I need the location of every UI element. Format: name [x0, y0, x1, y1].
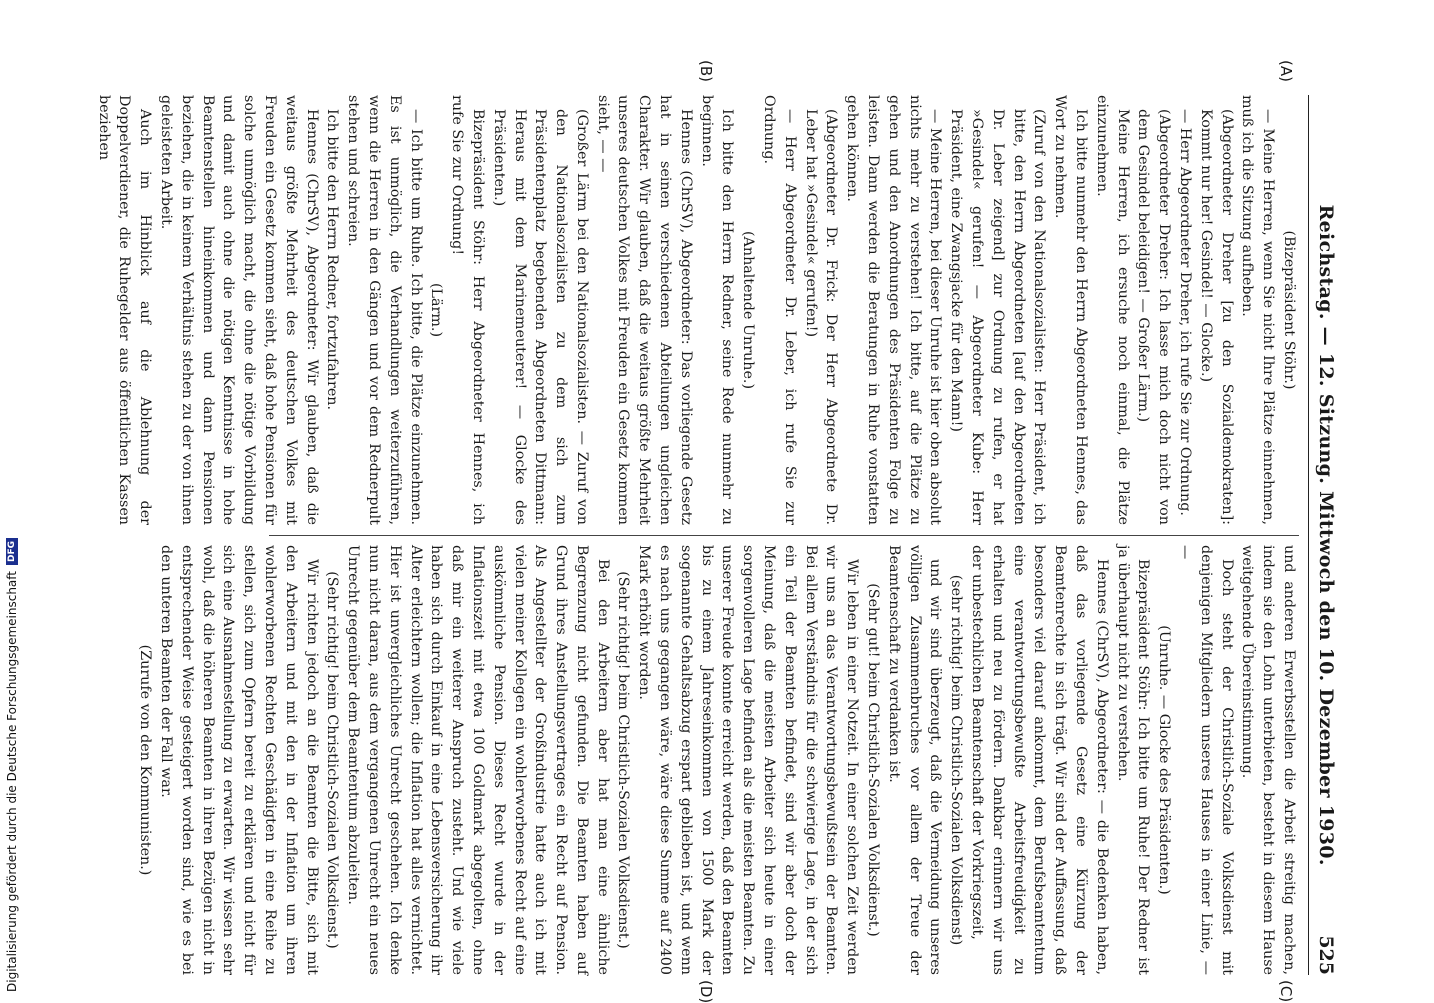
left-column [95, 95, 1299, 525]
paragraph: (Abgeordneter Dreher: Ich lasse mich doch nicht von dem Gesindel beleidigen! — Großer Lärm.) [1135, 109, 1173, 525]
paragraph: Meine Herren, ich ersuche noch einmal, die Plätze einzunehmen. [1093, 95, 1131, 525]
margin-letter-d: (D) [697, 980, 715, 1003]
margin-letter-a: (A) [1277, 60, 1295, 82]
paragraph: Hennes (ChrSV), Abgeordneter: Das vorliegende Gesetz hat in seinen verschiedenen Abteilungen ungleichen Charakter. Wir glauben, daß die weitaus größte Mehrheit unseres deutschen Volkes mit Freuden ein Gesetz kommen sieht, — — [594, 95, 694, 525]
paragraph: Bizepräsident Stöhr: Ich bitte um Ruhe! Der Redner ist ja überhaupt nicht zu verstehen. [1114, 545, 1152, 975]
paragraph: Ich bitte nunmehr den Herrn Abgeordneten Hennes, das Wort zu nehmen. [1052, 95, 1090, 525]
paragraph: und wir sind überzeugt, daß die Vermeidung unseres völligen Zusammenbruches vor allem der Treue der Beamtenschaft zu verdanken ist. [885, 545, 944, 975]
paragraph: (Abgeordneter Dr. Frick: Der Herr Abgeordnete Dr. Leber hat »Gesindel« gerufen!) [802, 109, 840, 525]
paragraph: — Herr Abgeordneter Dr. Leber, ich rufe Sie zur Ordnung. [761, 95, 798, 525]
paragraph: Wir richten jedoch an die Beamten die Bitte, sich mit den Arbeitern und mit den in der Inflation um ihren wohlerworbenen Rechten Geschädigten in eine Reihe zu stellen, sich zum Opfern bereit zu erklären und nicht für sich eine Ausnahmestellung zu erwarten. Wir wissen sehr wohl, daß die höheren Beamten in ihren Bezügen nicht in entsprechender Weise gesteigert worden sind, wie es bei den unteren Beamten der Fall war. [157, 545, 320, 975]
paragraph: (Zurufe von den Kommunisten.) [137, 644, 154, 876]
paragraph: — Meine Herren, bei dieser Unruhe ist hier oben absolut nichts mehr zu verstehen! Ich bitte, auf die Plätze zu gehen und den Anordnungen des Präsidenten Folge zu leisten. Dann werden die Beratungen in Ruhe vonstatten gehen können. [844, 95, 944, 525]
header-title: Reichstag. — 12. Sitzung. Mittwoch den 10. Dezember 1930. [1315, 204, 1337, 866]
paragraph: (Lärm.) [428, 282, 445, 338]
paragraph: (Abgeordneter Dreher [zu den Sozialdemokraten]: Kommt nur her! Gesindel! — Glocke.) [1197, 109, 1235, 525]
digitization-credit: Digitalisierung gefördert durch die Deutsche Forschungsgemeinschaft [5, 570, 19, 992]
paragraph: (Sehr richtig! beim Christlich-Sozialen Volksdienst.) [324, 571, 341, 949]
paragraph: Bizepräsident Stöhr: Herr Abgeordneter Hennes, ich rufe Sie zur Ordnung! [449, 95, 486, 525]
rotated-page [25, 0, 1355, 1003]
paragraph: Wir leben in einer Notzeit. In einer solchen Zeit werden wir uns an das Verantwortungsbewußtsein der Beamten. Bei allem Verständnis für die schwierige Lage, in der sich ein Teil der Beamten befindet, sind wir aber doch der Meinung, daß die meisten Arbeiter sich heute in einer sorgenvolleren Lage befinden als die meisten Beamten. Zu unserer Freude konnte erreicht werden, daß den Beamten bis zu einem Jahreseinkommen von 1500 Mark der sogenannte Gehaltsabzug erspart geblieben ist, und wenn es nach uns gegangen wäre, wäre diese Summe auf 2400 Mark erhöht worden. [636, 545, 861, 975]
paragraph: (Großer Lärm bei den Nationalsozialisten. — Zuruf von den Nationalsozialisten zu dem sich zum Präsidentenplatz begebenden Abgeordneten Dittmann: Heraus mit dem Marinemeuterer! — Glocke des Präsidenten.) [490, 109, 590, 525]
right-column [137, 545, 1299, 975]
paragraph: Auch im Hinblick auf die Ablehnung der Doppelverdiener, die Ruhegelder aus öffentlichen Kassen beziehen [95, 95, 154, 525]
paragraph: (sehr richtig! beim Christlich-Sozialen Volksdienst) [948, 574, 965, 946]
paragraph: und anderen Erwerbsstellen die Arbeit streitig machen, indem sie den Lohn unterbieten, besteht in diesem Hause weitgehende Übereinstimmung. [1239, 545, 1297, 975]
paragraph: (Sehr gut! beim Christlich-Sozialen Volksdienst.) [865, 583, 882, 937]
paragraph: — Herr Abgeordneter Dreher, ich rufe Sie zur Ordnung. [1177, 109, 1194, 516]
dfg-logo: DFG [6, 538, 18, 565]
paragraph: Hennes (ChrSV), Abgeordneter: — die Bedenken haben, daß das vorliegende Gesetz eine Kürzung der Beamtenrechte in sich trägt. Wir sind der Auffassung, daß besonders viel darauf ankommt, dem Berufsbeamtentum eine verantwortungsbewußte Arbeitsfreudigkeit zu erhalten und neu zu fördern. Dankbar erinnern wir uns der unbestechlichen Beamtenschaft der Vorkriegszeit, [969, 545, 1110, 975]
paragraph: Hennes (ChrSV), Abgeordneter: Wir glauben, daß die weitaus größte Mehrheit des deutschen Volkes mit Freuden ein Gesetz kommen sieht, daß hohe Pensionen für solche unmöglich macht, die ohne die nötige Vorbildung und damit auch ohne die nötigen Kenntnisse in hohe Beamtenstellen hineinkommen und dann Pensionen beziehen, die in keinem Verhältnis stehen zu der von ihnen geleisteten Arbeit. [157, 95, 320, 525]
paragraph: (Unruhe. — Glocke des Präsidenten.) [1156, 625, 1173, 895]
page-number: 525 [1315, 935, 1337, 975]
paragraph: (Sehr richtig! beim Christlich-Sozialen Volksdienst.) [615, 571, 632, 949]
paragraph: Ich bitte den Herrn Redner, seine Rede nunmehr zu beginnen. [698, 95, 736, 525]
paragraph: Bei den Arbeitern aber hat man eine ähnliche Begrenzung nicht gefunden. Die Beamten haben auf Grund ihres Anstellungsvertrages ein Recht auf Pension. Als Angestellter der Großindustrie hatte auch ich mit vielen meiner Kollegen ein wohlerworbenes Recht auf eine auskömmliche Pension. Dieses Recht wurde in der Inflationszeit mit etwa 100 Goldmark abgegolten, ohne daß mir ein weiterer Anspruch zusteht. Und wie viele haben sich durch Einkauf in eine Lebensversicherung ihr Alter erleichtern wollen; die Inflation hat alles vernichtet. Hier ist unvergleichliches Unrecht geschehen. Ich denke nun nicht daran, aus dem vergangenen Unrecht ein neues Unrecht gegenüber dem Beamtentum abzuleiten. [345, 545, 611, 975]
page-header [1308, 95, 1343, 975]
side-credit [2, 0, 24, 1000]
margin-letter-b: (B) [697, 60, 715, 82]
column-divider [269, 535, 1299, 536]
paragraph: Doch steht der Christlich-Soziale Volksdienst mit denjenigen Mitgliedern unseres Hauses in einer Linie, — — [1177, 545, 1235, 975]
paragraph: — Ich bitte um Ruhe. Ich bitte, die Plätze einzunehmen. Es ist unmöglich, die Verhandlungen weiterzuführen, wenn die Herren in den Gängen und vor dem Rednerpult stehen und schreien. [345, 95, 424, 525]
paragraph: — Meine Herren, wenn Sie nicht Ihre Plätze einnehmen, muß ich die Sitzung aufheben. [1239, 95, 1277, 525]
margin-letter-c: (C) [1277, 980, 1295, 1003]
paragraph: (Anhaltende Unruhe.) [740, 230, 757, 390]
paragraph: (Bizepräsident Stöhr.) [1281, 230, 1297, 390]
paragraph: Ich bitte den Herrn Redner, fortzufahren. [324, 109, 341, 411]
paragraph: (Zuruf von den Nationalsozialisten: Herr Präsident, ich bitte, den Herrn Abgeordneten [auf den Abgeordneten Dr. Leber zeigend] zur Ordnung zu rufen, er hat »Gesindel« gerufen! — Abgeordneter Kube: Herr Präsident, eine Zwangsjacke für den Mann!) [948, 109, 1048, 525]
